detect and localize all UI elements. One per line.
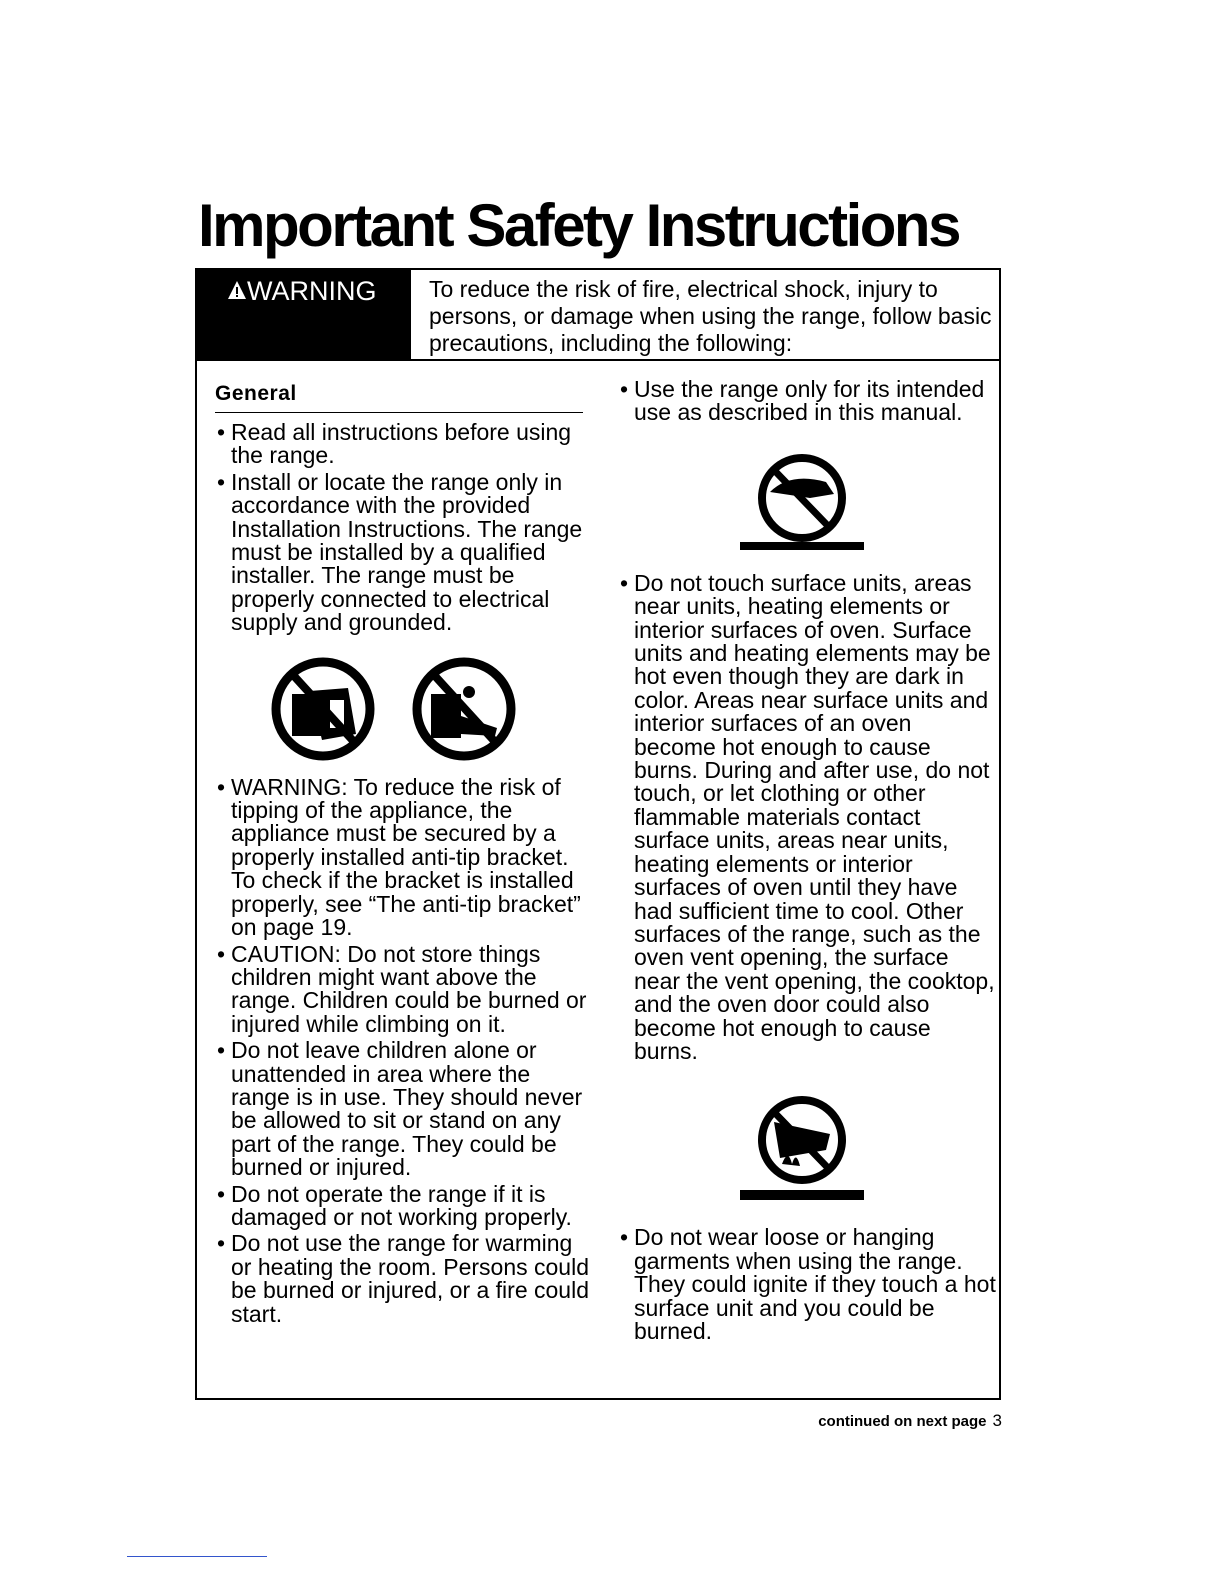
list-item: • Read all instructions before using the range. xyxy=(215,421,589,468)
warning-triangle-icon xyxy=(227,280,247,300)
warning-text: To reduce the risk of fire, electrical shock, injury to persons, or damage when using the range, follow basic precautions, including the following: xyxy=(429,276,992,356)
no-climbing-oven-icon xyxy=(270,656,376,762)
left-column xyxy=(215,380,589,1329)
warning-label: WARNING xyxy=(247,276,377,306)
list-item: • Do not touch surface units, areas near units, heating elements or interior surfaces of oven. Surface units and heating elements may be hot even though they are dark in color. Areas near surface units and interior surfaces of an oven become hot enough to cause burns. During and after use, do not touch, or let clothing or other flammable materials contact surface units, areas near units, heating elements or interior surfaces of oven until they have had sufficient time to cool. Other surfaces of the range, such as the oven vent opening, the surface near the vent opening, the cooktop, and the oven door could also become hot enough to cause burns. xyxy=(618,572,998,1064)
page-number: 3 xyxy=(992,1411,1002,1430)
list-item: • Do not leave children alone or unattended in area where the range is in use. They should never be allowed to sit or stand on any part of the range. They could be burned or injured. xyxy=(215,1039,589,1179)
list-item: • Install or locate the range only in accordance with the provided Installation Instructions. The range must be installed by a qualified installer. The range must be properly connected to electrical supply and grounded. xyxy=(215,471,589,635)
garment-icon-row xyxy=(618,1066,998,1226)
no-standing-on-door-icon xyxy=(411,656,517,762)
tip-icons xyxy=(215,638,589,776)
loose-garment-fire-icon xyxy=(730,1086,874,1208)
list-item: • Do not use the range for warming or heating the room. Persons could be burned or injured, or a fire could start. xyxy=(215,1232,589,1326)
divider xyxy=(197,359,999,361)
list-item: • WARNING: To reduce the risk of tipping of the appliance, the appliance must be secured by a properly installed anti-tip bracket. To check if the bracket is installed properly, see “The anti-tip bracket” on page 19. xyxy=(215,776,589,940)
list-item: • Use the range only for its intended use as described in this manual. xyxy=(618,378,998,425)
continued-text: continued on next page xyxy=(818,1413,987,1430)
section-heading: General xyxy=(215,380,583,413)
warning-tab xyxy=(197,270,411,360)
hot-surface-hand-icon xyxy=(730,452,874,562)
list-item: • Do not wear loose or hanging garments when using the range. They could ignite if they touch a hot surface unit and you could be burned. xyxy=(618,1226,998,1343)
hot-surface-icon-row xyxy=(618,428,998,572)
safety-box xyxy=(195,268,1001,1400)
footer xyxy=(818,1411,1002,1431)
corner-line xyxy=(127,1556,267,1557)
list-item: • Do not operate the range if it is damaged or not working properly. xyxy=(215,1183,589,1230)
page-title: Important Safety Instructions xyxy=(198,192,959,259)
right-column xyxy=(618,378,998,1346)
list-item: • CAUTION: Do not store things children might want above the range. Children could be burned or injured while climbing on it. xyxy=(215,943,589,1037)
